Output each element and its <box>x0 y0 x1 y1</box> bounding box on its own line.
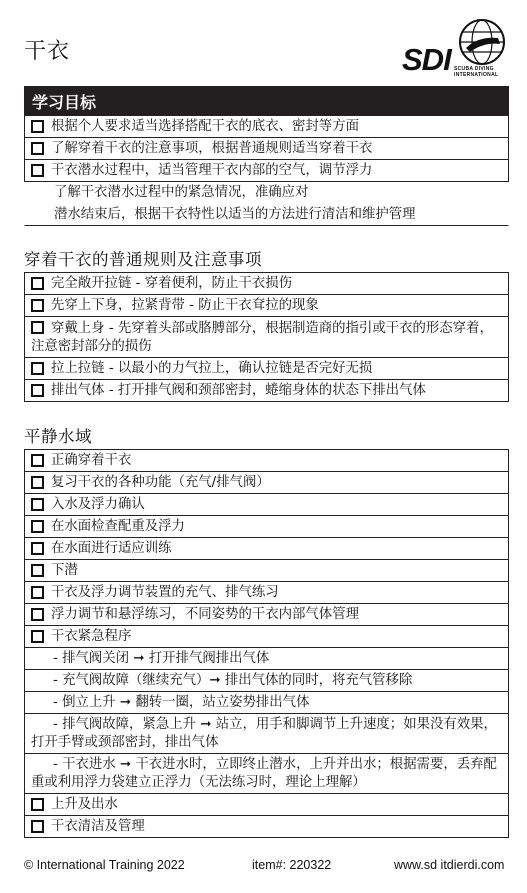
checkbox[interactable] <box>31 384 44 397</box>
procedure-text: - 干衣进水 ➞ 干衣进水时，立即终止潜水，上升并出水；根据需要，丢弃配重或利用浮力袋建立正浮力（无法练习时，理论上理解） <box>31 757 497 790</box>
confined-text: 入水及浮力确认 <box>51 497 145 512</box>
wearing-row <box>24 273 509 295</box>
wearing-row <box>24 358 509 380</box>
wearing-text: 排出气体 - 打开排气阀和颈部密封，蜷缩身体的状态下排出气体 <box>51 383 426 398</box>
confined-text: 浮力调节和悬浮练习，不同姿势的干衣内部气体管理 <box>51 607 359 622</box>
wearing-text: 先穿上下身，拉紧背带 - 防止干衣耷拉的现象 <box>51 298 319 313</box>
objective-row <box>24 160 509 182</box>
wearing-row <box>24 380 509 402</box>
objectives-table <box>24 115 509 226</box>
logo-wordmark: SDI <box>402 42 451 77</box>
confined-text: 下潜 <box>51 563 78 578</box>
wearing-text: 穿戴上身 - 先穿着头部或胳膊部分，根据制造商的指引或干衣的形态穿着，注意密封部分的损伤 <box>31 321 493 354</box>
procedure-text: - 充气阀故障（继续充气）➞ 排出气体的同时，将充气管移除 <box>53 673 413 688</box>
confined-row <box>24 494 509 516</box>
procedure-text: - 排气阀故障，紧急上升 ➞ 站立，用手和脚调节上升速度；如果没有效果，打开手臂或颈部密封，排出气体 <box>31 717 497 750</box>
checkbox[interactable] <box>31 608 44 621</box>
checkbox[interactable] <box>31 120 44 133</box>
confined-text: 在水面检查配重及浮力 <box>51 519 185 534</box>
confined-row <box>24 560 509 582</box>
objective-text: 潜水结束后，根据干衣特性以适当的方法进行清洁和维护管理 <box>54 207 416 222</box>
globe-diver-icon <box>458 18 506 66</box>
checkbox[interactable] <box>31 164 44 177</box>
objective-text: 了解穿着干衣的注意事项，根据普通规则适当穿着干衣 <box>51 141 373 156</box>
procedure-row <box>24 754 509 794</box>
objective-text: 干衣潜水过程中，适当管理干衣内部的空气，调节浮力 <box>51 163 373 178</box>
wearing-row <box>24 295 509 317</box>
checkbox[interactable] <box>31 299 44 312</box>
confined-row <box>24 794 509 816</box>
checkbox[interactable] <box>31 498 44 511</box>
objective-text: 根据个人要求适当选择搭配干衣的底衣、密封等方面 <box>51 119 359 134</box>
logo-ring-text: SCUBA DIVING INTERNATIONAL <box>454 66 499 78</box>
confined-row <box>24 450 509 472</box>
procedure-text: - 排气阀关闭 ➞ 打开排气阀排出气体 <box>53 651 270 666</box>
footer-item-number: item#: 220322 <box>252 858 332 872</box>
checkbox[interactable] <box>31 142 44 155</box>
procedure-row <box>24 648 509 670</box>
wearing-text: 拉上拉链 - 以最小的力气拉上，确认拉链是否完好无损 <box>51 361 373 376</box>
sdi-logo <box>398 14 508 76</box>
checkbox[interactable] <box>31 321 44 334</box>
page-title: 干衣 <box>24 39 71 64</box>
confined-text: 正确穿着干衣 <box>51 453 132 468</box>
confined-text: 在水面进行适应训练 <box>51 541 172 556</box>
footer-website[interactable]: www.sd itdierdi.com <box>394 858 505 872</box>
confined-heading: 平静水域 <box>24 427 92 446</box>
confined-text: 复习干衣的各种功能（充气/排气阀） <box>51 475 270 490</box>
wearing-text: 完全敞开拉链 - 穿着便利，防止干衣损伤 <box>51 276 292 291</box>
confined-row <box>24 516 509 538</box>
confined-row <box>24 538 509 560</box>
checkbox[interactable] <box>31 277 44 290</box>
objective-row <box>24 182 509 204</box>
checkbox[interactable] <box>31 454 44 467</box>
confined-text: 干衣清洁及管理 <box>51 819 145 834</box>
checkbox[interactable] <box>31 542 44 555</box>
objectives-header: 学习目标 <box>24 86 509 115</box>
confined-text: 干衣及浮力调节装置的充气、排气练习 <box>51 585 279 600</box>
checkbox[interactable] <box>31 630 44 643</box>
objective-text: 了解干衣潜水过程中的紧急情况，准确应对 <box>54 185 309 200</box>
procedure-text: - 倒立上升 ➞ 翻转一圈，站立姿势排出气体 <box>53 695 310 710</box>
footer-copyright: © International Training 2022 <box>24 858 185 872</box>
confined-row <box>24 626 509 648</box>
procedure-row <box>24 714 509 754</box>
confined-row <box>24 582 509 604</box>
wearing-heading: 穿着干衣的普通规则及注意事项 <box>24 250 262 269</box>
checkbox[interactable] <box>31 476 44 489</box>
checkbox[interactable] <box>31 520 44 533</box>
checkbox[interactable] <box>31 586 44 599</box>
procedure-row <box>24 692 509 714</box>
objective-row <box>24 116 509 138</box>
confined-text: 上升及出水 <box>51 797 118 812</box>
confined-table <box>24 449 509 838</box>
checkbox[interactable] <box>31 564 44 577</box>
wearing-row <box>24 317 509 358</box>
confined-row <box>24 472 509 494</box>
confined-row <box>24 816 509 838</box>
confined-row <box>24 604 509 626</box>
objective-row <box>24 204 509 226</box>
procedure-row <box>24 670 509 692</box>
checkbox[interactable] <box>31 798 44 811</box>
objective-row <box>24 138 509 160</box>
confined-text: 干衣紧急程序 <box>51 629 132 644</box>
wearing-table <box>24 272 509 402</box>
checkbox[interactable] <box>31 820 44 833</box>
checkbox[interactable] <box>31 362 44 375</box>
